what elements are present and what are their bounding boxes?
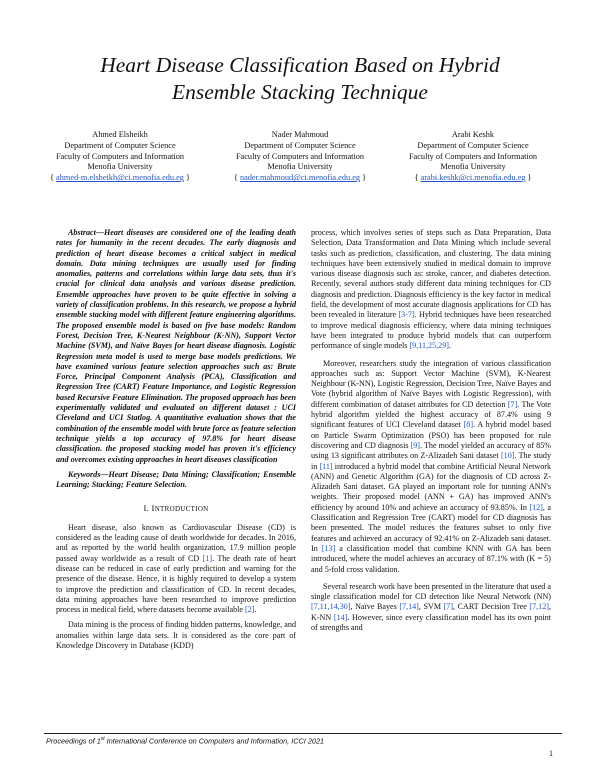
author-university: Menofia University [267,162,333,172]
author-email-line: { nader.mahmoud@ci.menofia.edu.eg } [233,173,367,183]
citation-link[interactable]: [9] [410,440,420,450]
citation-link[interactable]: [10] [500,451,515,461]
author-email-line: { arabi.keshk@ci.menofia.edu.eg } [414,173,532,183]
author-3 [373,130,573,184]
citation-link[interactable]: [9,11,25,29] [409,341,449,351]
citation-link[interactable]: [7,12] [529,602,549,612]
author-department: Department of Computer Science [64,140,176,150]
author-faculty: Faculty of Computers and Information [55,151,185,161]
citation-link[interactable]: [11] [319,461,333,471]
citation-link[interactable]: [8] [463,420,474,430]
author-name: Arabi Keshk [451,130,495,139]
paper-title [40,52,560,106]
section-title-rest: NTRODUCTION [154,505,209,514]
author-faculty: Faculty of Computers and Information [235,151,365,161]
body-paragraph-1: process, which involves series of steps such as Data Preparation, Data Selection, Data Transformation and Data Mining which include several tasks such as prediction, classification, and clustering. The data mining techniques have been extensively studied in medical domain to improve various disease diagnosis such as: stroke, cancer, and diabetes detection. Recently, several authors study different data mining techniques for CD diagnosis and prediction. Diagnosis efficiency is the key factor in medical field, the development of most accurate diagnosis applications for CD has been revealed in literature [3-7]. Hybrid techniques have been researched to improve medical diagnosis efficiency, where data mining techniques have been integrated to produce hybrid models that can outperform performance of single models [9,11,25,29]. [311,228,551,351]
author-email-line: { ahmed-m.elsheikh@ci.menofia.edu.eg } [49,173,191,183]
section-initial: I [151,503,155,514]
proceedings-footer: Proceedings of 1st International Conference on Computers and Information, ICCI 2021 [46,736,325,746]
author-name: Ahmed Elsheikh [92,130,148,139]
left-column [56,228,296,651]
author-1 [20,130,220,184]
author-2 [200,130,400,184]
author-email-link[interactable]: arabi.keshk@ci.menofia.edu.eg [420,173,526,183]
page-number: 1 [549,749,553,758]
abstract: Abstract—Heart diseases are considered one of the leading death rates for humanity in the recent decades. The early diagnosis and prediction of heart disease becomes a critical subject in medical domain. Data mining techniques are usually used for finding anomalies, patterns and correlations within large data sets, thus it's crucial for clinical data analysis and various disease prediction. Ensemble approaches have proven to be quite effective in solving a variety of classification problems. In this research, we propose a hybrid ensemble stacking model with different feature engineering algorithms. The proposed ensemble model is based on five base models: Random Forest, Decision Tree, K-Nearest Neighbour (K-NN), Support Vector Machine (SVM), and Naïve Bayes for heart disease diagnosis. Logistic Regression meta model is used to merge base models predictions. We have examined various feature selection approaches such as: Brute Force, Principal Component Analysis (PCA), Classification and Regression Tree (CART) Feature Importance, and Logistic Regression based Recursive Feature Elimination. The proposed approach has been experimentally validated and evaluated on different dataset : UCI Cleveland and UCI Statlog. A quantitative evaluation shows that the combination of the ensemble model with brute force as feature selection technique yields a top accuracy of 97.8% for heart disease classification. the proposed stacking model has proven it's efficiency and overcomes existing approaches in heart diseases classification [56,228,296,464]
author-faculty: Faculty of Computers and Information [408,151,538,161]
citation-link[interactable]: [12] [529,502,543,512]
intro-paragraph-1: Heart disease, also known as Cardiovascular Disease (CD) is considered as the leading cause of death worldwide for decades. In 2016, and as reported by the world health organization, 17.9 million people passed away worldwide as a result of CD [1]. The death rate of heart disease can be reduced in case of early prediction and warning for the presence of the disease. Hence, it is highly required to develop a system to improve the prediction and classification of CD. In recent decades, data mining approaches have been researched to improve prediction process in medical field, where datasets become available [2]. [56,522,296,615]
citation-link[interactable]: [3-7] [398,310,415,320]
author-department: Department of Computer Science [417,140,529,150]
citation-link[interactable]: [1] [202,553,213,563]
keywords: Keywords—Heart Disease; Data Mining; Classification; Ensemble Learning; Stacking; Feature Selection. [56,469,296,490]
citation-link[interactable]: [2] [245,605,255,615]
paper-title-line-1: Heart Disease Classification Based on Hybrid [100,53,500,77]
body-paragraph-3: Several research work have been presented in the literature that used a single classification model for CD detection like Neural Network (NN) [7,11,14,30], Naïve Bayes [7,14], SVM [7], CART Decision Tree [7,12], K-NN [14]. However, since every classification model has its own point of strengths and [311,581,552,632]
citation-link[interactable]: [7,14] [399,602,419,612]
author-university: Menofia University [440,162,506,172]
paper-title-line-2: Ensemble Stacking Technique [172,80,428,104]
citation-link[interactable]: [7] [443,602,454,612]
citation-link[interactable]: [7] [507,399,518,409]
author-university: Menofia University [87,162,153,172]
citation-link[interactable]: [13] [321,543,336,553]
author-email-link[interactable]: nader.mahmoud@ci.menofia.edu.eg [239,173,361,183]
citation-link[interactable]: [7,11,14,30] [311,602,351,612]
author-name: Nader Mahmoud [271,130,329,139]
body-paragraph-2: Moreover, researchers study the integration of various classification approaches such as: Support Vector Machine (SVM), K-Nearest Neighbour (K-NN), Logistic Regression, Decision Tree, Naïve Bayes and Vote (hybrid algorithm of Naïve Bayes with Logistic Regression), with different combination of dataset attributes for CD detection [7]. The Vote hybrid algorithm yielded the highest accuracy of 87.4% using 9 significant features of UCI Cleveland dataset [8]. A hybrid model based on Particle Swarm Optimization (PSO) has been proposed for rule discovering and CD diagnosis [9]. The model yielded an accuracy of 85% using 13 significant attributes on Z-Alizadeh Sani dataset [10]. The study in [11] introduced a hybrid model that combine Artificial Neural Network (ANN) and Genetic Algorithm (GA) for the diagnosis of CD across Z-Alizadeh Sani dataset. GA played an important role for tunning ANN's weights. Their proposed model (ANN + GA) has improved ANN's efficiency by around 10% and achieve an accuracy of 93.85%. In [12], a Classification and Regression Tree (CART) model for CD diagnosis has been presented. The model reduces the features subset to only five features and achieved an accuracy of 92.41% on Z-Alizadeh sani dataset. In [13] a classification model that combine KNN with GA has been introduced, where the model achieves an accuracy of 87.1% with (K = 5) and 5-fold cross validation. [311,358,551,574]
citation-link[interactable]: [14] [333,612,348,622]
section-number: I. [143,503,150,514]
section-heading-introduction [56,503,296,514]
right-column [311,228,551,633]
intro-paragraph-2: Data mining is the process of finding hidden patterns, knowledge, and anomalies within large data sets. It is considered as the core part of Knowledge Discovery in Database (KDD) [56,620,296,650]
footer-divider [44,733,562,734]
author-department: Department of Computer Science [244,140,356,150]
author-email-link[interactable]: ahmed-m.elsheikh@ci.menofia.edu.eg [56,173,184,183]
